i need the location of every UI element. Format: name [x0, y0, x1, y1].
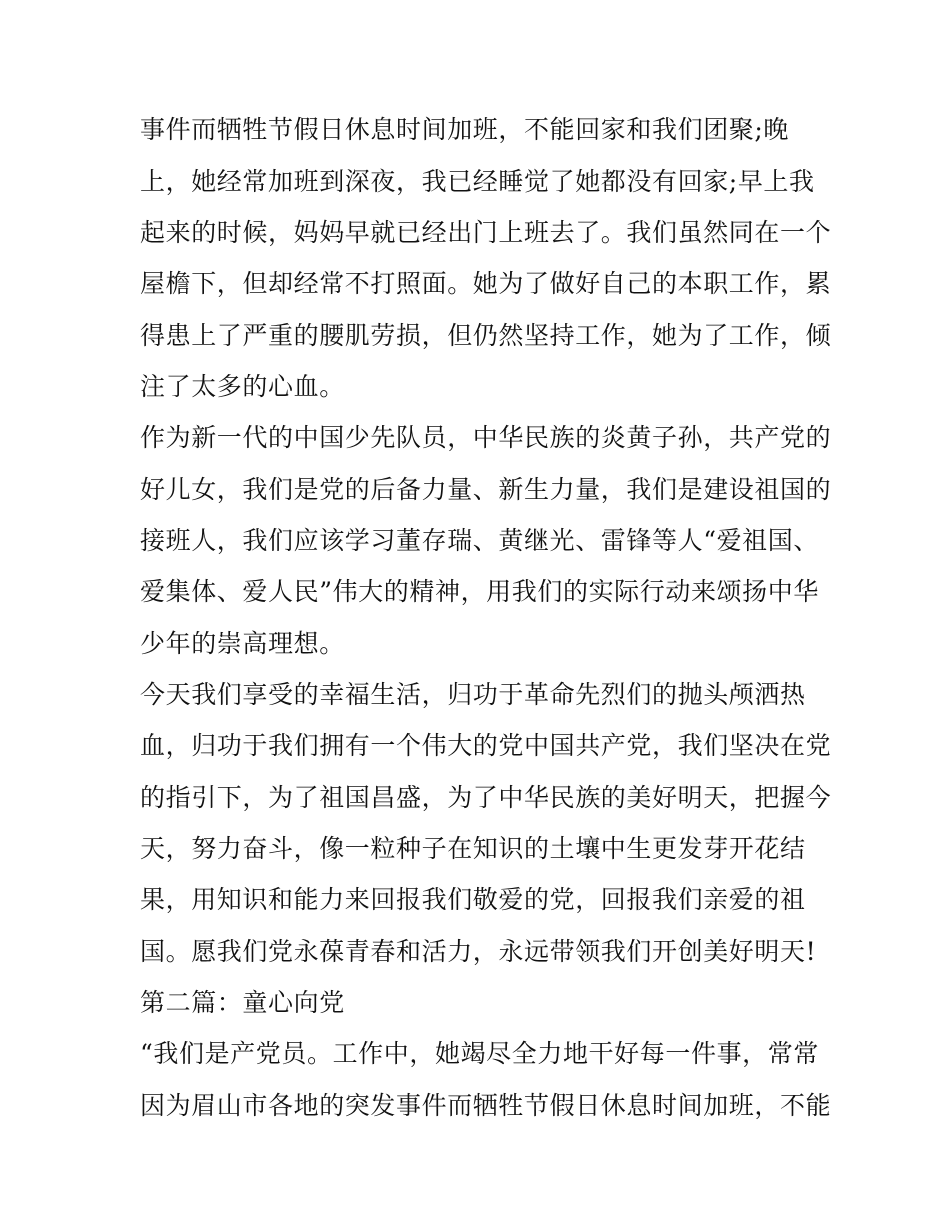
text-line: 好儿女，我们是党的后备力量、新生力量，我们是建设祖国的	[140, 475, 832, 504]
section-heading: 第二篇：童心向党	[140, 988, 345, 1017]
text-line: 因为眉山市各地的突发事件而牺牲节假日休息时间加班，不能	[140, 1091, 832, 1120]
text-line: 天，努力奋斗，像一粒种子在知识的土壤中生更发芽开花结	[140, 834, 806, 863]
text-line: “我们是产党员。工作中，她竭尽全力地干好每一件事，常常	[140, 1039, 819, 1068]
text-line: 血，归功于我们拥有一个伟大的党中国共产党，我们坚决在党	[140, 731, 832, 760]
text-line: 今天我们享受的幸福生活，归功于革命先烈们的抛头颅洒热	[140, 680, 806, 709]
text-line: 国。愿我们党永葆青春和活力，永远带领我们开创美好明天!	[140, 937, 817, 966]
text-line: 得患上了严重的腰肌劳损，但仍然坚持工作，她为了工作，倾	[140, 321, 832, 350]
text-line: 果，用知识和能力来回报我们敬爱的党，回报我们亲爱的祖	[140, 885, 806, 914]
text-line: 接班人，我们应该学习董存瑞、黄继光、雷锋等人“爱祖国、	[140, 526, 819, 555]
text-line: 起来的时候，妈妈早就已经出门上班去了。我们虽然同在一个	[140, 218, 832, 247]
text-line: 作为新一代的中国少先队员，中华民族的炎黄子孙，共产党的	[140, 423, 832, 452]
text-line: 爱集体、爱人民”伟大的精神，用我们的实际行动来颂扬中华	[140, 577, 819, 606]
text-line: 屋檐下，但却经常不打照面。她为了做好自己的本职工作，累	[140, 269, 832, 298]
text-line: 少年的崇高理想。	[140, 629, 345, 658]
text-line: 的指引下，为了祖国昌盛，为了中华民族的美好明天，把握今	[140, 783, 832, 812]
text-line: 事件而牺牲节假日休息时间加班，不能回家和我们团聚;晚	[140, 115, 790, 144]
text-line: 注了太多的心血。	[140, 372, 345, 401]
text-line: 上，她经常加班到深夜，我已经睡觉了她都没有回家;早上我	[140, 167, 815, 196]
